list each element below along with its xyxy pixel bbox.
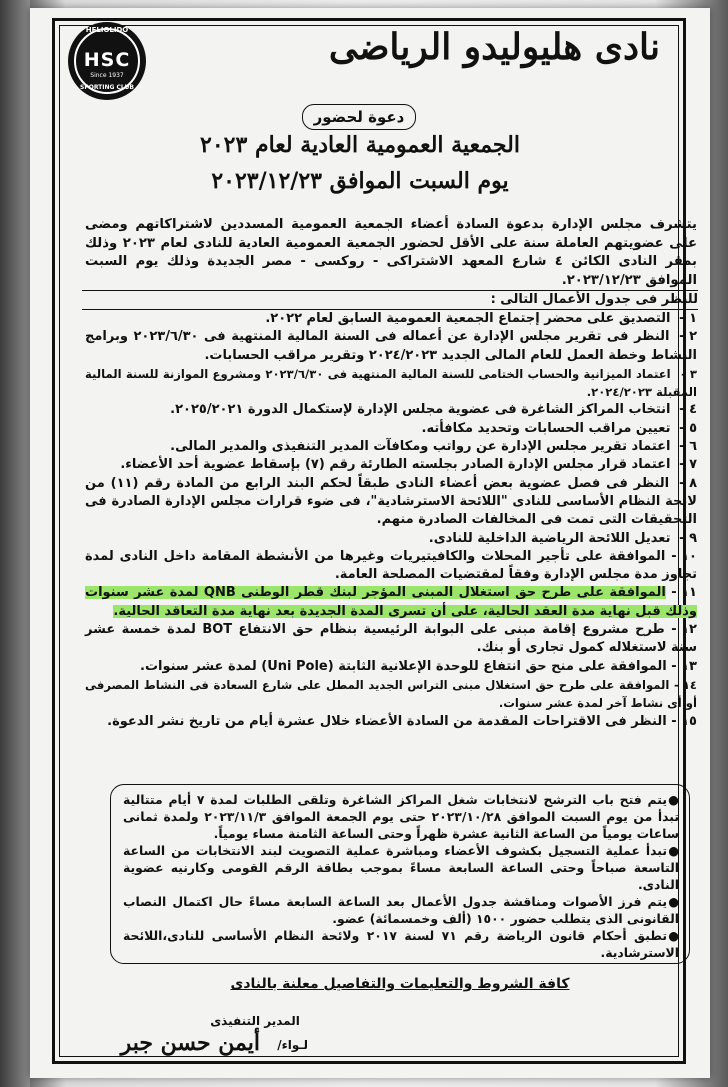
notes-box bbox=[110, 784, 690, 964]
note-item: ●تطبق أحكام قانون الرياضة رقم ٧١ لسنة ٢٠١٧ ولائحة النظام الأساسى للنادى،اللائحة الاسترشادية. bbox=[123, 928, 679, 960]
executive-title: المدير التنفيذى bbox=[210, 1014, 300, 1028]
club-name-title: نادى هليوليدو الرياضى bbox=[328, 26, 660, 68]
bullet-icon: ● bbox=[668, 843, 679, 858]
note-item: ●يتم فرز الأصوات ومناقشة جدول الأعمال بعد الساعة السابعة مساءً حال اكتمال النصاب القانونى الذى يتطلب حضور ١٥٠٠ (ألف وخمسمائة) عضو. bbox=[123, 894, 679, 926]
agenda-list bbox=[85, 310, 697, 731]
assembly-date-heading: يوم السبت الموافق ٢٠٢٣/١٢/٢٣ bbox=[211, 168, 509, 194]
photo-shadow bbox=[0, 0, 30, 1087]
newspaper-page bbox=[30, 8, 710, 1078]
agenda-item: ٦ - اعتماد تقرير مجلس الإدارة عن رواتب ومكافآت المدير التنفيذى والمدير المالى. bbox=[170, 439, 697, 455]
signatory-name: أيمن حسن جبر bbox=[120, 1030, 260, 1056]
club-logo bbox=[68, 22, 146, 100]
note-item: ●تبدأ عملية التسجيل بكشوف الأعضاء ومباشرة عملية التصويت لبند الانتخابات من الساعة التاسعة صباحاً وحتى الساعة السابعة مساءً بموجب بطاقة الرقم القومى وكارنيه عضوية النادى. bbox=[123, 843, 679, 892]
agenda-item: ٥ - تعيين مراقب الحسابات وتحديد مكافأته. bbox=[421, 420, 697, 436]
bullet-icon: ● bbox=[668, 894, 679, 909]
agenda-item: ١٢ - طرح مشروع إقامة مبنى على البوابة الرئيسية بنظام حق الانتفاع BOT لمدة خمسة عشر سنة لاستغلاله كمول تجارى أو بنك. bbox=[85, 622, 697, 656]
logo-abbreviation: HSC bbox=[83, 49, 131, 71]
agenda-item: ١٤ - الموافقة على طرح حق استغلال مبنى التراس الجديد المطل على شارع السعادة فى النشاط المصرفى أو أى نشاط آخر لمدة عشر سنوات. bbox=[85, 677, 697, 711]
notes-list bbox=[123, 791, 679, 961]
logo-bottom-text: SPORTING CLUB bbox=[80, 84, 134, 91]
agenda-item: ١٣ - الموافقة على منح حق انتفاع للوحدة الإعلانية الثابتة (Uni Pole) لمدة عشر سنوات. bbox=[140, 658, 697, 674]
agenda-item: ٩ - تعديل اللائحة الرياضية الداخلية للنادى. bbox=[428, 530, 697, 546]
agenda-item: ٧ - اعتماد قرار مجلس الإدارة الصادر بجلسته الطارئة رقم (٧) بإسقاط عضوية أحد الأعضاء. bbox=[120, 457, 697, 473]
terms-line: كافة الشروط والتعليمات والتفاصيل معلنة بالنادى bbox=[230, 976, 570, 992]
assembly-heading: الجمعية العمومية العادية لعام ٢٠٢٣ bbox=[200, 132, 520, 158]
agenda-item: ١ - التصديق على محضر إجتماع الجمعية العمومية السابق لعام ٢٠٢٢. bbox=[265, 311, 697, 326]
note-item: ●يتم فتح باب الترشح لانتخابات شغل المراكز الشاغرة وتلقى الطلبات لمدة ٧ أيام متتالية تبدأ من يوم السبت الموافق ٢٠٢٣/١٠/٢٨ حتى يوم الجمعة الموافق ٢٠٢٣/١١/٣ ولمدة ثمانى ساعات يومياً من الساعة الثانية عشرة ظهراً وحتى الساعة الثامنة مساء يومياً. bbox=[123, 792, 679, 841]
logo-established: Since 1937 bbox=[90, 72, 124, 79]
agenda-item: ٤ - انتخاب المراكز الشاغرة فى عضوية مجلس الإدارة لإستكمال الدورة ٢٠٢٥/٢٠٢١. bbox=[170, 402, 697, 418]
agenda-item: ١٥ - النظر فى الاقتراحات المقدمة من السادة الأعضاء خلال عشرة أيام من تاريخ نشر الدعوة. bbox=[107, 713, 697, 729]
agenda-item: ٨ - النظر فى فصل عضوية بعض أعضاء النادى طبقاً لحكم البند الرابع من المادة رقم (١١) من لائحة النظام الأساسى للنادى "اللائحة الاسترشادية"، فى ضوء قرارات مجلس الإدارة الصادرة فى التحقيقات التى تمت فى المخالفات الصادرة منهم. bbox=[85, 475, 698, 528]
agenda-item: ٢ - النظر فى تقرير مجلس الإدارة عن أعماله فى السنة المالية المنتهية فى ٢٠٢٣/٦/٣٠ وبرامج النشاط وخطة العمل للعام المالى الجديد ٢٠٢٤/٢٠٢٣ وتقرير مراقب الحسابات. bbox=[85, 329, 697, 363]
signatory-rank: لـواء/ bbox=[277, 1038, 308, 1052]
agenda-item-highlighted: ١١ - الموافقة على طرح حق استغلال المبنى المؤجر لبنك قطر الوطنى QNB لمدة عشر سنوات وذلك قبل نهاية مدة العقد الحالية، على أن تسرى المدة الجديدة بعد نهاية مدة التعاقد الحالية. bbox=[85, 585, 697, 619]
bullet-icon: ● bbox=[668, 792, 679, 807]
intro-paragraph: يتشرف مجلس الإدارة بدعوة السادة أعضاء الجمعية العمومية المسددين لاشتراكاتهم ومضى على عضويتهم العاملة سنة على الأقل لحضور الجمعية العمومية العادية للنادى لعام ٢٠٢٣ وذلك بمقر النادى الكائن ٤ شارع المعهد الاشتراكى - روكسى - مصر الجديدة وذلك يوم السبت الموافق ٢٠٢٣/١٢/٢٣. bbox=[85, 217, 698, 288]
bullet-icon: ● bbox=[668, 928, 679, 943]
invitation-label: دعوة لحضور bbox=[302, 104, 416, 130]
agenda-item: ٣ - اعتماد الميزانية والحساب الختامى للسنة المالية المنتهية فى ٢٠٢٣/٦/٣٠ ومشروع الموازنة للسنة المالية المقبلة ٢٠٢٤/٢٠٢٣. bbox=[85, 366, 697, 400]
agenda-title: للنظر فى جدول الأعمال التالى : bbox=[82, 290, 698, 310]
logo-top-text: HELIOLIDO bbox=[85, 26, 129, 34]
agenda-item: ١٠ - الموافقة على تأجير المحلات والكافيتيريات وغيرها من الأنشطة المقامة داخل النادى لمدة تجاوز مدة مجلس الإدارة وفقاً لمقتضيات المصلحة العامة. bbox=[85, 548, 697, 583]
